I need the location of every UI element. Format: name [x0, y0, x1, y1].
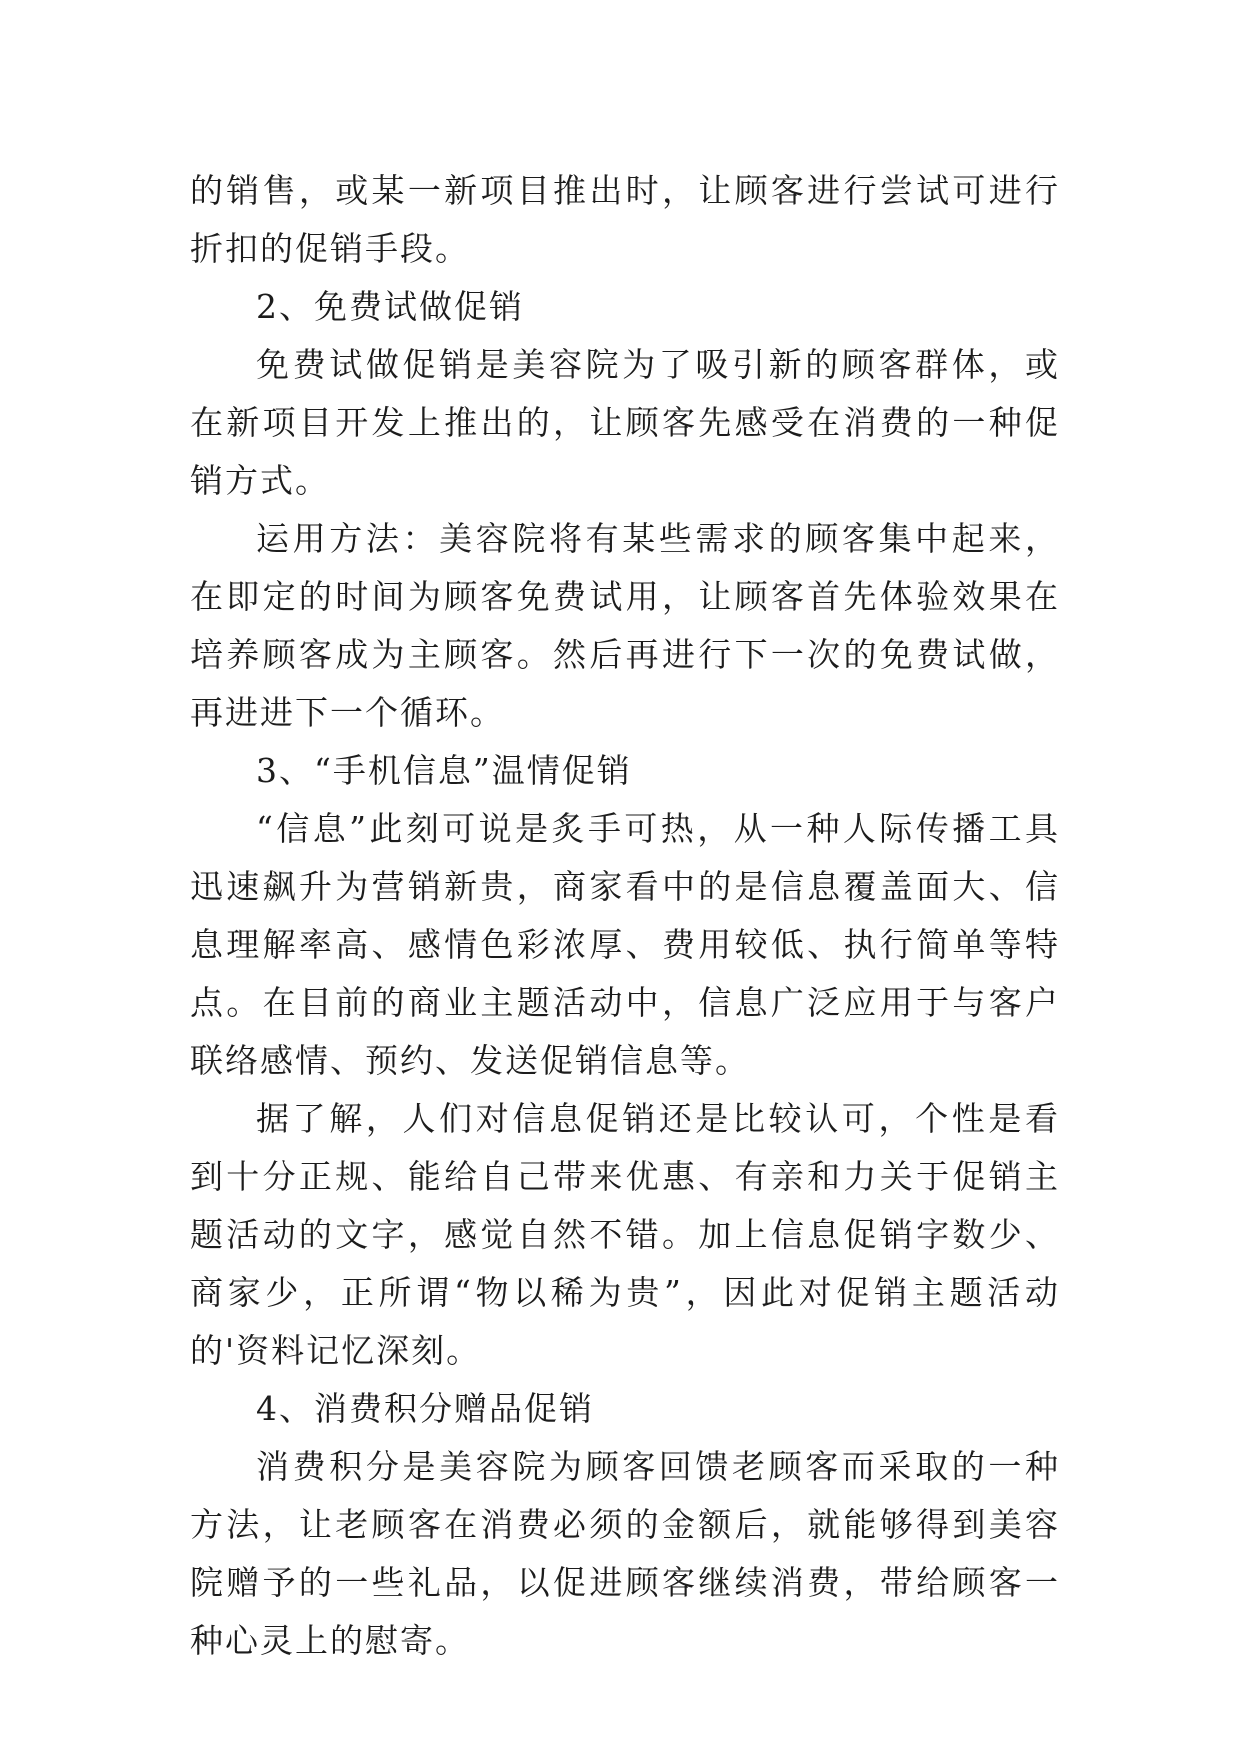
paragraph-continuation: 的销售，或某一新项目推出时，让顾客进行尝试可进行折扣的促销手段。 [190, 171, 1060, 268]
heading-points-gift: 4、消费积分赠品促销 [256, 1389, 594, 1428]
paragraph-points-gift: 消费积分是美容院为顾客回馈老顾客而采取的一种方法，让老顾客在消费必须的金额后，就能够得到美容院赠予的一些礼品，以促进顾客继续消费，带给顾客一种心灵上的慰寄。 [190, 1447, 1060, 1660]
document-body [190, 162, 1060, 1670]
heading-sms-promotion: 3、“手机信息”温情促销 [256, 751, 632, 790]
heading-free-trial: 2、免费试做促销 [256, 287, 524, 326]
paragraph-sms-feedback: 据了解，人们对信息促销还是比较认可，个性是看到十分正规、能给自己带来优惠、有亲和力关于促销主题活动的文字，感觉自然不错。加上信息促销字数少、商家少，正所谓“物以稀为贵”，因此对促销主题活动的'资料记忆深刻。 [190, 1099, 1060, 1370]
paragraph-free-trial-method: 运用方法：美容院将有某些需求的顾客集中起来，在即定的时间为顾客免费试用，让顾客首先体验效果在培养顾客成为主顾客。然后再进行下一次的免费试做，再进进下一个循环。 [190, 519, 1060, 732]
paragraph-free-trial-intro: 免费试做促销是美容院为了吸引新的顾客群体，或在新项目开发上推出的，让顾客先感受在消费的一种促销方式。 [190, 345, 1060, 500]
paragraph-sms-intro: “信息”此刻可说是炙手可热，从一种人际传播工具迅速飙升为营销新贵，商家看中的是信息覆盖面大、信息理解率高、感情色彩浓厚、费用较低、执行简单等特点。在目前的商业主题活动中，信息广泛应用于与客户联络感情、预约、发送促销信息等。 [190, 809, 1060, 1080]
